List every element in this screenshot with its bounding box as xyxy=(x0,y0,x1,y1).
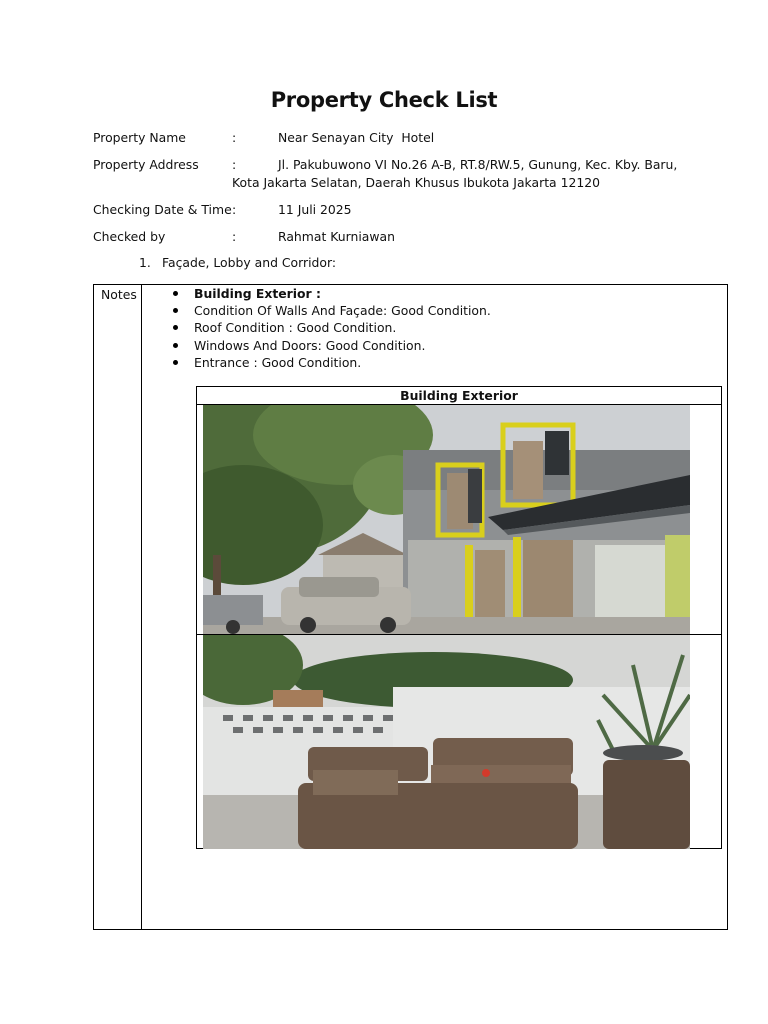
list-item-text: Entrance : Good Condition. xyxy=(194,354,362,370)
checking-date-label: Checking Date & Time xyxy=(93,202,232,217)
notes-column-divider xyxy=(141,285,142,929)
property-address-value-line2: Kota Jakarta Selatan, Daerah Khusus Ibukota Jakarta 12120 xyxy=(232,175,601,190)
checking-date-value: 11 Juli 2025 xyxy=(278,202,352,217)
property-name-label: Property Name xyxy=(93,130,186,145)
checked-by-value: Rahmat Kurniawan xyxy=(278,229,395,244)
property-name-value: Near Senayan City Hotel xyxy=(278,130,435,145)
section-number: 1. xyxy=(139,255,151,270)
photo-table xyxy=(196,386,722,849)
building-facade-photo xyxy=(203,405,690,634)
bullet-icon xyxy=(173,291,178,296)
bullet-icon xyxy=(173,343,178,348)
list-item xyxy=(170,285,491,302)
page-title: Property Check List xyxy=(270,88,498,112)
notes-bullet-list xyxy=(170,285,491,371)
property-name-colon: : xyxy=(232,130,237,145)
photo-caption: Building Exterior xyxy=(197,387,721,405)
property-address-colon: : xyxy=(232,157,237,172)
terrace-illustration xyxy=(203,635,690,849)
list-item xyxy=(170,354,491,371)
notes-label: Notes xyxy=(101,287,137,302)
list-item xyxy=(170,302,491,319)
bullet-icon xyxy=(173,325,178,330)
list-item xyxy=(170,319,491,336)
property-address-value-line1: Jl. Pakubuwono VI No.26 A-B, RT.8/RW.5, Gunung, Kec. Kby. Baru, xyxy=(278,157,678,172)
list-item-text: Condition Of Walls And Façade: Good Condition. xyxy=(194,303,491,319)
notes-table xyxy=(93,284,728,930)
list-item-text: Building Exterior : xyxy=(194,286,321,301)
property-address-label: Property Address xyxy=(93,157,199,172)
bullet-icon xyxy=(173,360,178,365)
checked-by-colon: : xyxy=(232,229,237,244)
bullet-icon xyxy=(173,308,178,313)
checked-by-label: Checked by xyxy=(93,229,166,244)
building-facade-illustration xyxy=(203,405,690,634)
terrace-photo xyxy=(203,635,690,849)
section-heading xyxy=(139,255,336,270)
list-item-text: Roof Condition : Good Condition. xyxy=(194,320,397,336)
checking-date-colon: : xyxy=(232,202,237,217)
section-title: Façade, Lobby and Corridor: xyxy=(162,255,337,270)
list-item xyxy=(170,337,491,354)
list-item-text: Windows And Doors: Good Condition. xyxy=(194,337,426,353)
